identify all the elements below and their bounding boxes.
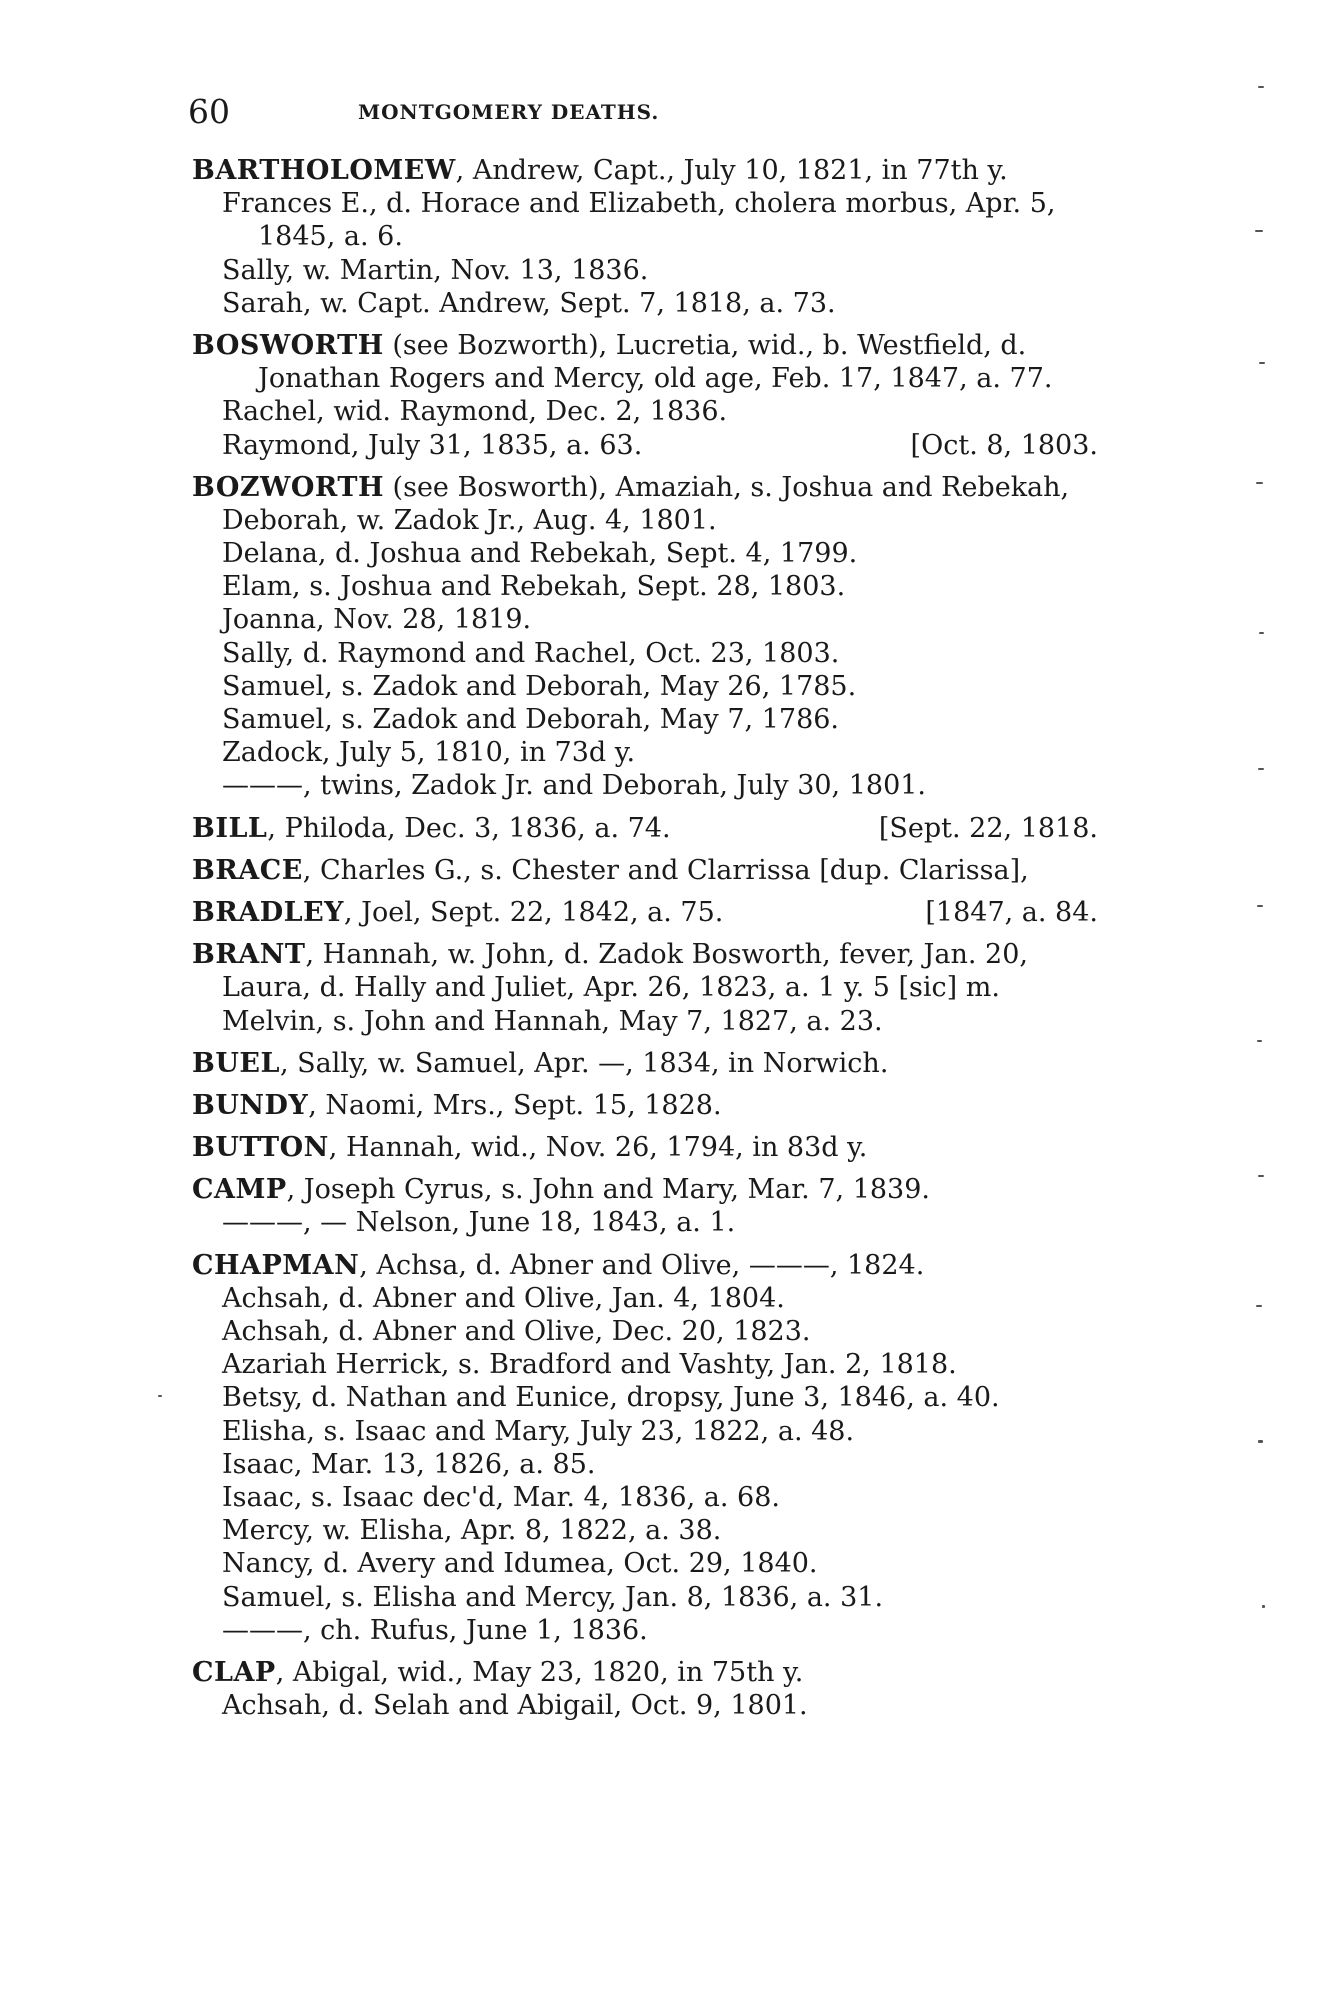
- record-group: [192, 1089, 1112, 1122]
- record-group: [192, 1047, 1112, 1080]
- scan-speck: [1258, 1175, 1264, 1177]
- record-text: Melvin, s. John and Hannah, May 7, 1827, a. 23.: [222, 1005, 883, 1037]
- record-line: [192, 1381, 1112, 1414]
- surname-heading: CAMP: [192, 1174, 287, 1206]
- record-text: ———, twins, Zadok Jr. and Deborah, July 30, 1801.: [222, 770, 927, 802]
- scan-speck: [1259, 632, 1264, 634]
- record-text: Isaac, s. Isaac dec'd, Mar. 4, 1836, a. 68.: [222, 1481, 780, 1513]
- record-text: Rachel, wid. Raymond, Dec. 2, 1836.: [222, 396, 728, 428]
- record-group: [192, 329, 1112, 462]
- surname-heading: BUNDY: [192, 1089, 309, 1121]
- record-text: Azariah Herrick, s. Bradford and Vashty, Jan. 2, 1818.: [222, 1349, 957, 1381]
- record-text: , Sally, w. Samuel, Apr. —, 1834, in Norwich.: [279, 1047, 889, 1079]
- scan-speck: [1256, 482, 1263, 484]
- running-title: MONTGOMERY DEATHS.: [358, 100, 660, 124]
- death-records-list: [192, 154, 1112, 1731]
- record-line: [192, 1614, 1112, 1647]
- record-line: [192, 1282, 1112, 1315]
- record-text: Achsah, d. Abner and Olive, Dec. 20, 1823.: [222, 1316, 811, 1347]
- record-text: Deborah, w. Zadok Jr., Aug. 4, 1801.: [222, 504, 717, 536]
- record-line: [192, 1689, 1112, 1722]
- record-group: [192, 1249, 1112, 1647]
- record-line: [192, 1448, 1112, 1481]
- surname-heading: BOZWORTH: [192, 471, 384, 503]
- record-text: Achsah, d. Selah and Abigail, Oct. 9, 1801.: [222, 1690, 808, 1722]
- record-group: [192, 854, 1112, 887]
- record-group: [192, 1173, 1112, 1239]
- record-text: Frances E., d. Horace and Elizabeth, cholera morbus, Apr. 5,: [222, 188, 1056, 220]
- surname-entry: [192, 1173, 1112, 1206]
- record-line: [192, 570, 1112, 603]
- surname-heading: BARTHOLOMEW: [192, 155, 456, 186]
- record-text: , Hannah, wid., Nov. 26, 1794, in 83d y.: [328, 1132, 868, 1164]
- page-header: [188, 92, 1108, 132]
- surname-entry: [192, 896, 1112, 929]
- scan-speck: [1257, 905, 1263, 907]
- surname-heading: CLAP: [192, 1656, 276, 1688]
- surname-heading: BRACE: [192, 854, 303, 886]
- surname-entry: [192, 1131, 1112, 1164]
- record-line: [192, 1348, 1112, 1381]
- record-group: [192, 154, 1112, 320]
- record-line: [192, 670, 1112, 703]
- record-group: [192, 896, 1112, 929]
- record-text: Achsah, d. Abner and Olive, Jan. 4, 1804.: [222, 1282, 785, 1314]
- surname-entry: [192, 1249, 1112, 1282]
- record-text: (see Bozworth), Lucretia, wid., b. Westfield, d.: [383, 329, 1027, 361]
- surname-heading: BUTTON: [192, 1132, 329, 1164]
- record-text: ———, ch. Rufus, June 1, 1836.: [222, 1614, 648, 1646]
- surname-entry: [192, 329, 1112, 362]
- record-line: [192, 1206, 1112, 1239]
- page-number: 60: [188, 92, 230, 131]
- record-line: [192, 537, 1112, 570]
- record-line: [192, 769, 1112, 802]
- record-text: Samuel, s. Zadok and Deborah, May 7, 1786.: [222, 704, 840, 735]
- record-line: [192, 603, 1112, 636]
- record-text: Laura, d. Hally and Juliet, Apr. 26, 1823, a. 1 y. 5 [sic] m.: [222, 972, 1000, 1004]
- scan-speck: [1258, 1440, 1263, 1443]
- surname-entry: [192, 1656, 1112, 1689]
- record-line: [192, 429, 1112, 462]
- record-line: [192, 187, 1112, 220]
- scan-speck: [1256, 1305, 1262, 1307]
- record-line: [192, 220, 1112, 253]
- carry-over-text: [1847, a. 84.: [925, 896, 1098, 928]
- record-line: [192, 1315, 1112, 1348]
- record-line: [192, 1005, 1112, 1038]
- carry-over-text: [Oct. 8, 1803.: [910, 429, 1098, 461]
- record-text: , Hannah, w. John, d. Zadok Bosworth, fever, Jan. 20,: [305, 939, 1028, 971]
- surname-entry: [192, 854, 1112, 887]
- surname-heading: BRANT: [192, 939, 306, 971]
- record-text: , Philoda, Dec. 3, 1836, a. 74.: [267, 812, 671, 844]
- surname-heading: BILL: [192, 812, 268, 844]
- record-text: ———, — Nelson, June 18, 1843, a. 1.: [222, 1207, 736, 1239]
- record-line: [192, 504, 1112, 537]
- record-text: , Joseph Cyrus, s. John and Mary, Mar. 7, 1839.: [286, 1174, 930, 1206]
- record-text: , Naomi, Mrs., Sept. 15, 1828.: [308, 1089, 722, 1121]
- surname-heading: BRADLEY: [192, 896, 344, 928]
- surname-heading: BOSWORTH: [192, 329, 384, 361]
- record-group: [192, 1131, 1112, 1164]
- record-group: [192, 1656, 1112, 1722]
- record-text: Samuel, s. Elisha and Mercy, Jan. 8, 1836, a. 31.: [222, 1581, 884, 1613]
- record-text: Sarah, w. Capt. Andrew, Sept. 7, 1818, a. 73.: [222, 287, 836, 319]
- surname-entry: [192, 1047, 1112, 1080]
- record-line: [192, 362, 1112, 395]
- record-line: [192, 254, 1112, 287]
- record-group: [192, 812, 1112, 845]
- record-text: (see Bosworth), Amaziah, s. Joshua and Rebekah,: [383, 471, 1070, 503]
- surname-heading: BUEL: [192, 1047, 280, 1079]
- record-line: [192, 703, 1112, 736]
- scan-speck: [1258, 86, 1264, 88]
- record-line: [192, 395, 1112, 428]
- record-text: Zadock, July 5, 1810, in 73d y.: [222, 737, 636, 769]
- record-text: Joanna, Nov. 28, 1819.: [222, 604, 532, 636]
- record-line: [192, 971, 1112, 1004]
- record-text: Isaac, Mar. 13, 1826, a. 85.: [222, 1448, 596, 1480]
- scan-speck: [1262, 1605, 1265, 1608]
- record-text: , Andrew, Capt., July 10, 1821, in 77th y.: [455, 155, 1008, 186]
- scan-speck: [1255, 230, 1263, 232]
- scan-speck: [1257, 1040, 1262, 1042]
- record-text: Delana, d. Joshua and Rebekah, Sept. 4, 1799.: [222, 538, 858, 570]
- record-text: , Joel, Sept. 22, 1842, a. 75.: [343, 896, 724, 928]
- record-line: [192, 1481, 1112, 1514]
- surname-entry: [192, 938, 1112, 971]
- record-text: , Achsa, d. Abner and Olive, ———, 1824.: [359, 1249, 925, 1281]
- record-text: Betsy, d. Nathan and Eunice, dropsy, June 3, 1846, a. 40.: [222, 1382, 1000, 1414]
- record-line: [192, 1547, 1112, 1580]
- carry-over-text: [Sept. 22, 1818.: [878, 812, 1098, 844]
- record-group: [192, 938, 1112, 1038]
- record-line: [192, 1581, 1112, 1614]
- record-text: Mercy, w. Elisha, Apr. 8, 1822, a. 38.: [222, 1515, 722, 1547]
- scan-speck: [1258, 768, 1264, 770]
- record-text: Sally, w. Martin, Nov. 13, 1836.: [222, 254, 649, 286]
- record-text: Sally, d. Raymond and Rachel, Oct. 23, 1803.: [222, 637, 840, 669]
- surname-entry: [192, 1089, 1112, 1122]
- record-text: 1845, a. 6.: [258, 221, 403, 253]
- record-line: [192, 287, 1112, 320]
- record-group: [192, 471, 1112, 803]
- surname-heading: CHAPMAN: [192, 1249, 360, 1281]
- surname-entry: [192, 812, 1112, 845]
- record-text: Jonathan Rogers and Mercy, old age, Feb. 17, 1847, a. 77.: [258, 363, 1053, 395]
- record-line: [192, 1514, 1112, 1547]
- record-text: Raymond, July 31, 1835, a. 63.: [222, 429, 643, 461]
- record-line: [192, 637, 1112, 670]
- record-line: [192, 1415, 1112, 1448]
- surname-entry: [192, 154, 1112, 187]
- record-text: , Abigal, wid., May 23, 1820, in 75th y.: [275, 1656, 804, 1688]
- record-text: , Charles G., s. Chester and Clarrissa [dup. Clarissa],: [302, 854, 1029, 886]
- record-text: Elam, s. Joshua and Rebekah, Sept. 28, 1803.: [222, 571, 846, 603]
- record-text: Samuel, s. Zadok and Deborah, May 26, 1785.: [222, 670, 857, 702]
- record-line: [192, 736, 1112, 769]
- scan-speck: [1259, 362, 1265, 364]
- record-text: Nancy, d. Avery and Idumea, Oct. 29, 1840.: [222, 1548, 818, 1580]
- record-text: Elisha, s. Isaac and Mary, July 23, 1822, a. 48.: [222, 1415, 855, 1447]
- surname-entry: [192, 471, 1112, 504]
- scan-speck: [158, 1395, 162, 1397]
